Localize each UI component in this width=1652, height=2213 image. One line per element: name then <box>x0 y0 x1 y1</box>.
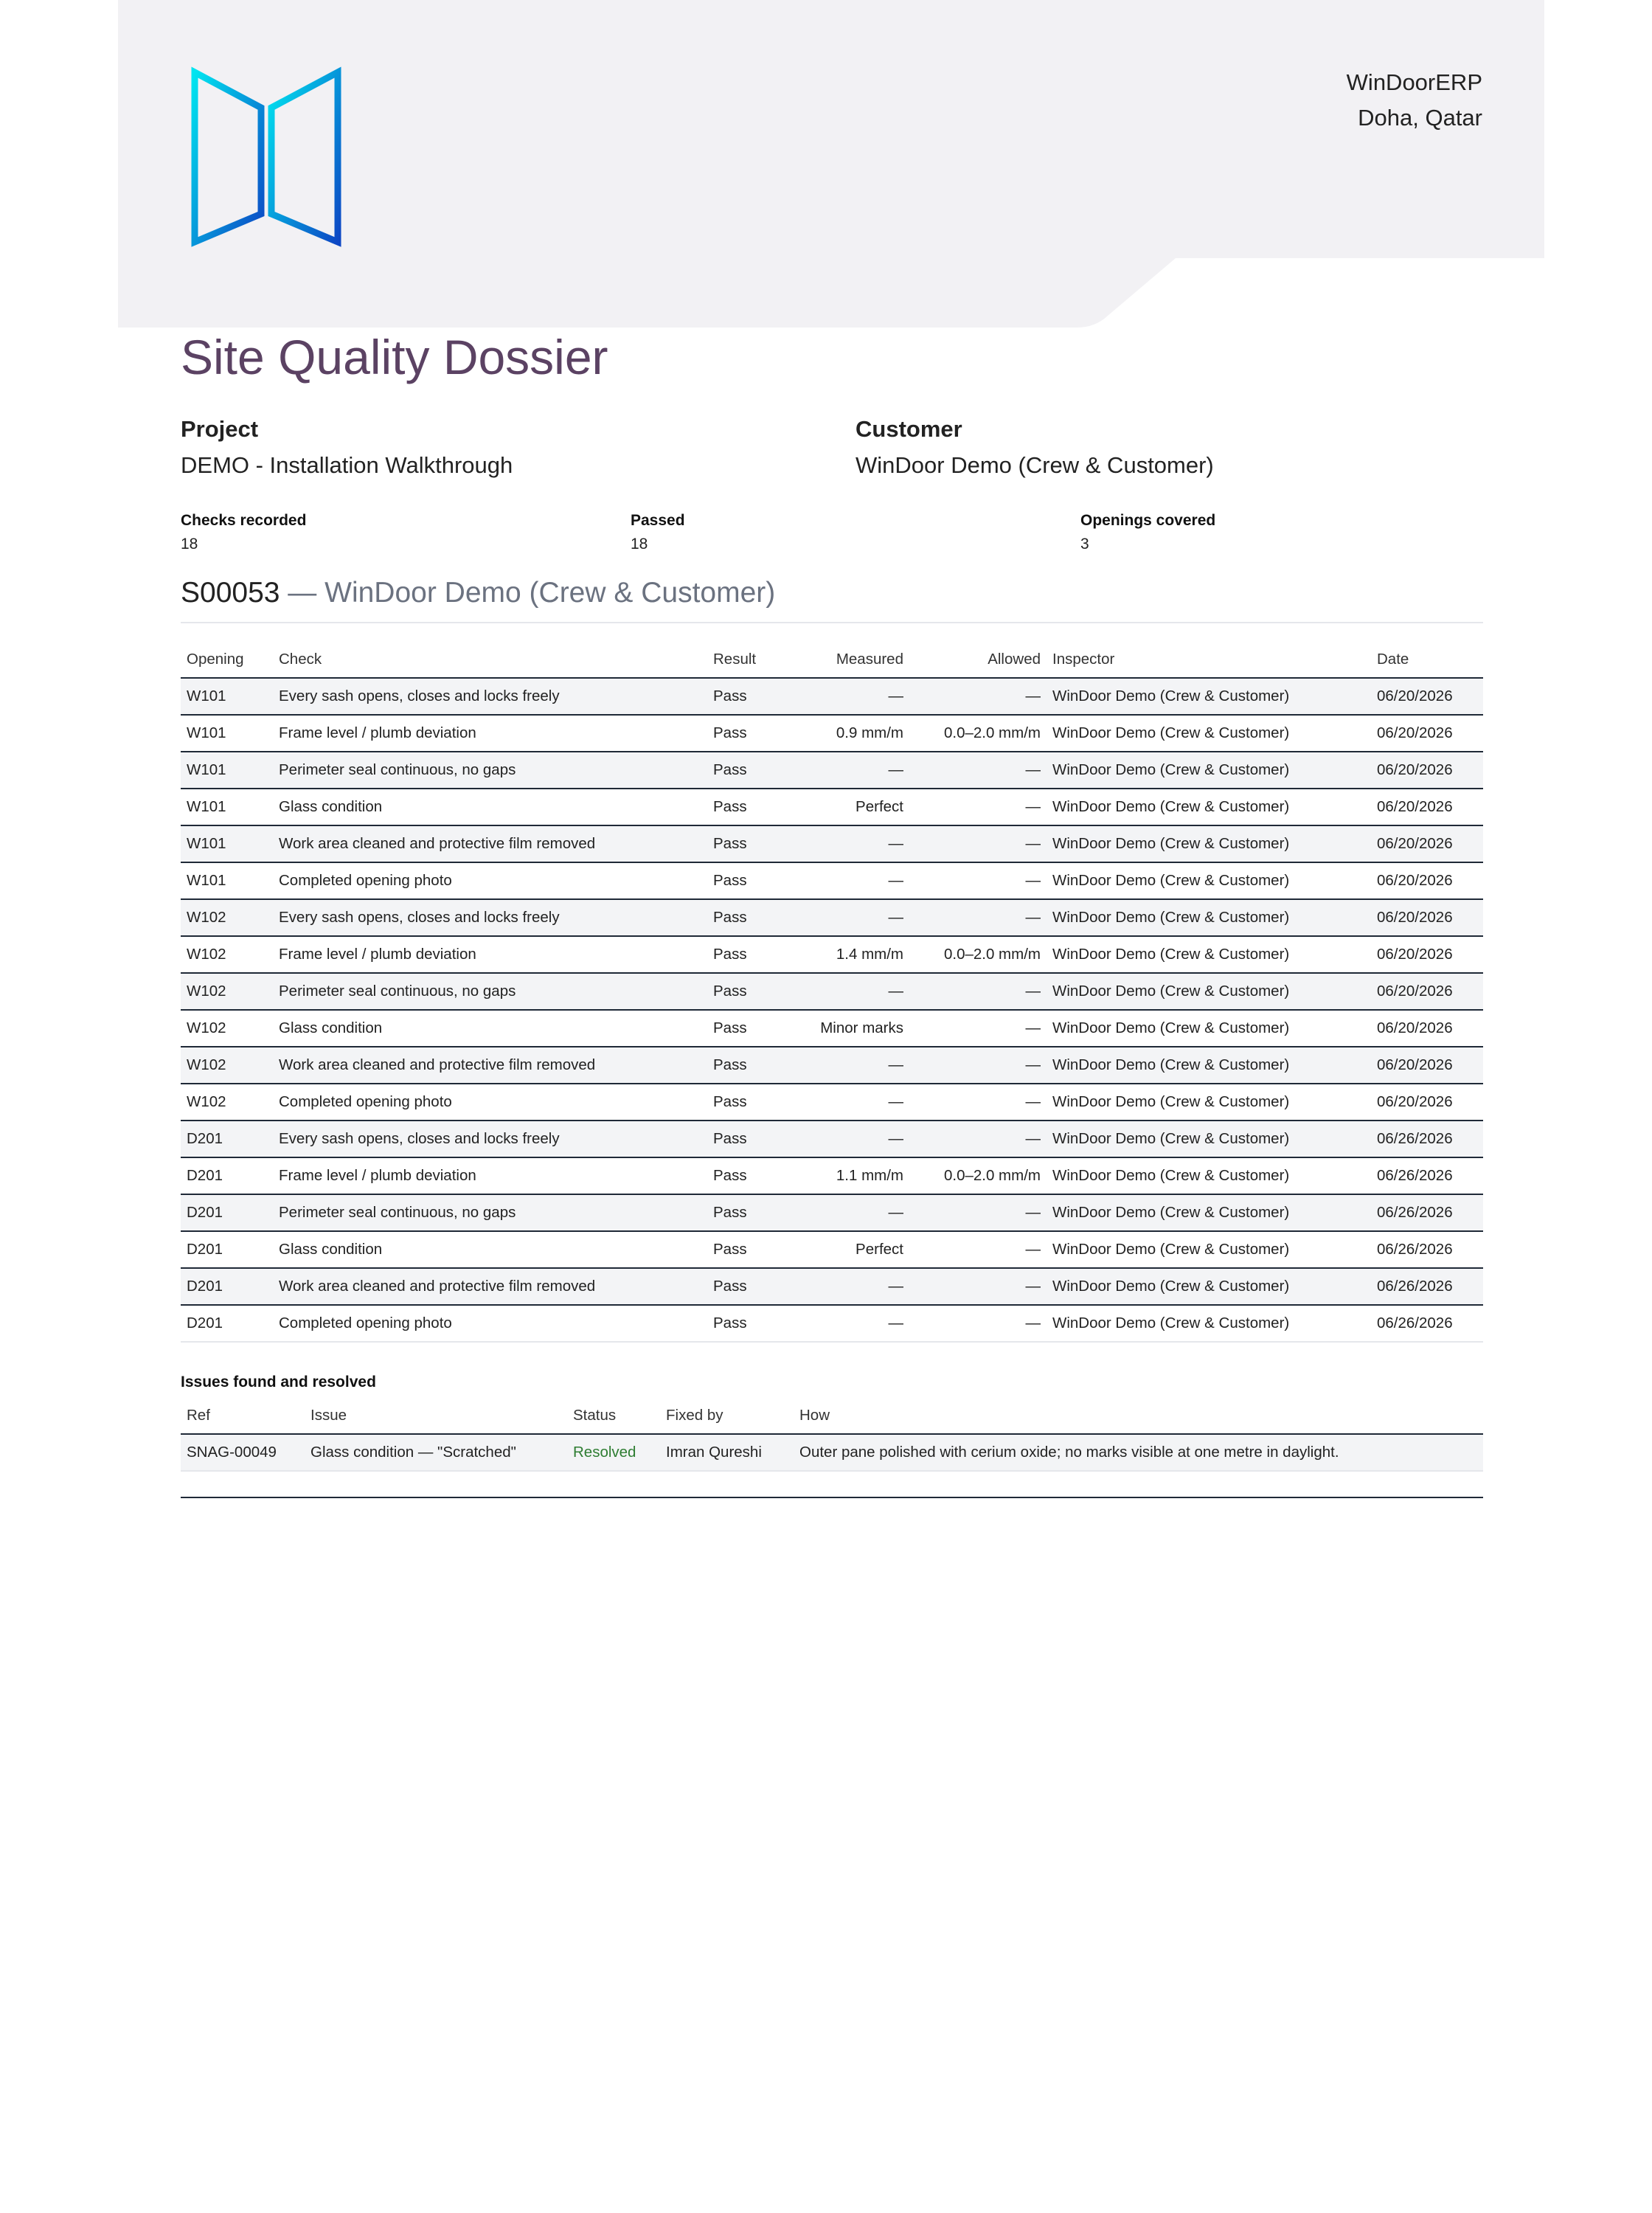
table-row <box>181 715 1483 752</box>
col-allowed: Allowed <box>909 642 1047 678</box>
date-cell: 06/20/2026 <box>1371 789 1483 825</box>
issues-header-row <box>181 1398 1483 1434</box>
allowed-cell: 0.0–2.0 mm/m <box>909 715 1047 752</box>
date-cell: 06/26/2026 <box>1371 1121 1483 1157</box>
checks-header-row <box>181 642 1483 678</box>
result-cell: Pass <box>707 862 788 899</box>
date-cell: 06/20/2026 <box>1371 862 1483 899</box>
table-row <box>181 862 1483 899</box>
result-cell: Pass <box>707 1047 788 1084</box>
opening-cell: D201 <box>181 1268 273 1305</box>
allowed-cell: — <box>909 789 1047 825</box>
project-block <box>181 413 513 485</box>
table-row <box>181 899 1483 936</box>
check-cell: Every sash opens, closes and locks freely <box>273 678 707 715</box>
issues-title: Issues found and resolved <box>181 1374 376 1391</box>
allowed-cell: — <box>909 1268 1047 1305</box>
date-cell: 06/20/2026 <box>1371 752 1483 789</box>
check-cell: Glass condition <box>273 1010 707 1047</box>
check-cell: Completed opening photo <box>273 1305 707 1342</box>
allowed-cell: — <box>909 752 1047 789</box>
date-cell: 06/20/2026 <box>1371 678 1483 715</box>
stat-label: Openings covered <box>1080 512 1216 529</box>
check-cell: Perimeter seal continuous, no gaps <box>273 752 707 789</box>
inspector-cell: WinDoor Demo (Crew & Customer) <box>1047 825 1371 862</box>
col-ref: Ref <box>181 1398 305 1434</box>
opening-cell: D201 <box>181 1121 273 1157</box>
table-row <box>181 1434 1483 1471</box>
result-cell: Pass <box>707 1231 788 1268</box>
project-value: DEMO - Installation Walkthrough <box>181 452 513 478</box>
date-cell: 06/20/2026 <box>1371 715 1483 752</box>
table-row <box>181 789 1483 825</box>
stat-value: 18 <box>181 536 198 553</box>
allowed-cell: — <box>909 1121 1047 1157</box>
col-status: Status <box>567 1398 660 1434</box>
date-cell: 06/26/2026 <box>1371 1194 1483 1231</box>
table-row <box>181 1268 1483 1305</box>
opening-cell: W101 <box>181 715 273 752</box>
date-cell: 06/20/2026 <box>1371 825 1483 862</box>
inspector-cell: WinDoor Demo (Crew & Customer) <box>1047 1010 1371 1047</box>
measured-cell: — <box>788 1194 909 1231</box>
measured-cell: 1.1 mm/m <box>788 1157 909 1194</box>
inspector-cell: WinDoor Demo (Crew & Customer) <box>1047 752 1371 789</box>
col-inspector: Inspector <box>1047 642 1371 678</box>
result-cell: Pass <box>707 1010 788 1047</box>
opening-cell: D201 <box>181 1194 273 1231</box>
opening-cell: W101 <box>181 825 273 862</box>
check-cell: Frame level / plumb deviation <box>273 936 707 973</box>
measured-cell: Perfect <box>788 789 909 825</box>
company-info <box>1347 65 1482 136</box>
table-row <box>181 825 1483 862</box>
customer-value: WinDoor Demo (Crew & Customer) <box>856 452 1214 478</box>
issue-cell: Glass condition — "Scratched" <box>305 1434 567 1471</box>
allowed-cell: — <box>909 678 1047 715</box>
allowed-cell: — <box>909 1231 1047 1268</box>
measured-cell: 0.9 mm/m <box>788 715 909 752</box>
measured-cell: — <box>788 862 909 899</box>
check-cell: Frame level / plumb deviation <box>273 1157 707 1194</box>
customer-label: Customer <box>856 416 962 442</box>
inspector-cell: WinDoor Demo (Crew & Customer) <box>1047 862 1371 899</box>
date-cell: 06/26/2026 <box>1371 1231 1483 1268</box>
opening-cell: W101 <box>181 789 273 825</box>
result-cell: Pass <box>707 1084 788 1121</box>
check-cell: Frame level / plumb deviation <box>273 715 707 752</box>
date-cell: 06/26/2026 <box>1371 1268 1483 1305</box>
inspector-cell: WinDoor Demo (Crew & Customer) <box>1047 1305 1371 1342</box>
issues-table <box>181 1398 1483 1472</box>
table-row <box>181 936 1483 973</box>
stat-openings-covered <box>1080 509 1215 556</box>
fixed-by-cell: Imran Qureshi <box>660 1434 794 1471</box>
result-cell: Pass <box>707 1121 788 1157</box>
measured-cell: — <box>788 973 909 1010</box>
inspector-cell: WinDoor Demo (Crew & Customer) <box>1047 1157 1371 1194</box>
measured-cell: — <box>788 1084 909 1121</box>
opening-cell: W101 <box>181 752 273 789</box>
check-cell: Every sash opens, closes and locks freely <box>273 899 707 936</box>
allowed-cell: — <box>909 899 1047 936</box>
opening-cell: W102 <box>181 1084 273 1121</box>
page-title: Site Quality Dossier <box>181 330 608 384</box>
check-cell: Glass condition <box>273 789 707 825</box>
inspector-cell: WinDoor Demo (Crew & Customer) <box>1047 1268 1371 1305</box>
measured-cell: — <box>788 1121 909 1157</box>
check-cell: Completed opening photo <box>273 862 707 899</box>
inspector-cell: WinDoor Demo (Crew & Customer) <box>1047 1121 1371 1157</box>
table-row <box>181 1047 1483 1084</box>
opening-cell: W102 <box>181 936 273 973</box>
result-cell: Pass <box>707 1305 788 1342</box>
col-measured: Measured <box>788 642 909 678</box>
col-issue: Issue <box>305 1398 567 1434</box>
table-row <box>181 973 1483 1010</box>
col-how: How <box>794 1398 1483 1434</box>
col-fixed-by: Fixed by <box>660 1398 794 1434</box>
col-result: Result <box>707 642 788 678</box>
inspector-cell: WinDoor Demo (Crew & Customer) <box>1047 973 1371 1010</box>
allowed-cell: 0.0–2.0 mm/m <box>909 936 1047 973</box>
opening-cell: W102 <box>181 1010 273 1047</box>
result-cell: Pass <box>707 1268 788 1305</box>
table-row <box>181 1084 1483 1121</box>
result-cell: Pass <box>707 899 788 936</box>
check-cell: Every sash opens, closes and locks freely <box>273 1121 707 1157</box>
stat-value: 18 <box>631 536 648 553</box>
measured-cell: — <box>788 825 909 862</box>
check-cell: Work area cleaned and protective film removed <box>273 825 707 862</box>
order-separator: — <box>280 577 325 609</box>
stat-label: Passed <box>631 512 685 529</box>
inspector-cell: WinDoor Demo (Crew & Customer) <box>1047 1194 1371 1231</box>
inspector-cell: WinDoor Demo (Crew & Customer) <box>1047 936 1371 973</box>
opening-cell: D201 <box>181 1157 273 1194</box>
col-check: Check <box>273 642 707 678</box>
table-row <box>181 1305 1483 1342</box>
allowed-cell: — <box>909 1305 1047 1342</box>
opening-cell: D201 <box>181 1231 273 1268</box>
status-cell: Resolved <box>567 1434 660 1471</box>
allowed-cell: — <box>909 1010 1047 1047</box>
table-row <box>181 1010 1483 1047</box>
date-cell: 06/26/2026 <box>1371 1305 1483 1342</box>
allowed-cell: — <box>909 1047 1047 1084</box>
table-row <box>181 678 1483 715</box>
how-cell: Outer pane polished with cerium oxide; no marks visible at one metre in daylight. <box>794 1434 1483 1471</box>
opening-cell: W102 <box>181 973 273 1010</box>
date-cell: 06/20/2026 <box>1371 936 1483 973</box>
date-cell: 06/20/2026 <box>1371 1084 1483 1121</box>
measured-cell: — <box>788 1305 909 1342</box>
check-cell: Completed opening photo <box>273 1084 707 1121</box>
opening-cell: W101 <box>181 862 273 899</box>
measured-cell: 1.4 mm/m <box>788 936 909 973</box>
customer-block <box>856 413 1214 485</box>
inspector-cell: WinDoor Demo (Crew & Customer) <box>1047 899 1371 936</box>
stat-checks-recorded <box>181 509 306 556</box>
measured-cell: — <box>788 678 909 715</box>
result-cell: Pass <box>707 1157 788 1194</box>
col-date: Date <box>1371 642 1483 678</box>
allowed-cell: — <box>909 862 1047 899</box>
stat-label: Checks recorded <box>181 512 307 529</box>
allowed-cell: — <box>909 825 1047 862</box>
inspector-cell: WinDoor Demo (Crew & Customer) <box>1047 1047 1371 1084</box>
inspector-cell: WinDoor Demo (Crew & Customer) <box>1047 789 1371 825</box>
allowed-cell: — <box>909 1194 1047 1231</box>
inspector-cell: WinDoor Demo (Crew & Customer) <box>1047 678 1371 715</box>
inspector-cell: WinDoor Demo (Crew & Customer) <box>1047 1231 1371 1268</box>
result-cell: Pass <box>707 715 788 752</box>
table-row <box>181 1121 1483 1157</box>
order-heading <box>181 577 775 609</box>
order-customer: WinDoor Demo (Crew & Customer) <box>324 577 776 609</box>
check-cell: Work area cleaned and protective film removed <box>273 1268 707 1305</box>
measured-cell: — <box>788 1268 909 1305</box>
company-location: Doha, Qatar <box>1358 105 1482 131</box>
stat-value: 3 <box>1080 536 1089 553</box>
result-cell: Pass <box>707 752 788 789</box>
order-number: S00053 <box>181 577 280 609</box>
date-cell: 06/20/2026 <box>1371 1047 1483 1084</box>
result-cell: Pass <box>707 789 788 825</box>
allowed-cell: 0.0–2.0 mm/m <box>909 1157 1047 1194</box>
allowed-cell: — <box>909 973 1047 1010</box>
result-cell: Pass <box>707 973 788 1010</box>
inspector-cell: WinDoor Demo (Crew & Customer) <box>1047 1084 1371 1121</box>
opening-cell: W101 <box>181 678 273 715</box>
inspector-cell: WinDoor Demo (Crew & Customer) <box>1047 715 1371 752</box>
checks-table <box>181 642 1483 1343</box>
measured-cell: — <box>788 1047 909 1084</box>
ref-cell: SNAG-00049 <box>181 1434 305 1471</box>
date-cell: 06/20/2026 <box>1371 1010 1483 1047</box>
opening-cell: W102 <box>181 899 273 936</box>
table-row <box>181 1194 1483 1231</box>
order-divider <box>181 622 1483 623</box>
check-cell: Glass condition <box>273 1231 707 1268</box>
result-cell: Pass <box>707 678 788 715</box>
measured-cell: — <box>788 899 909 936</box>
measured-cell: — <box>788 752 909 789</box>
date-cell: 06/20/2026 <box>1371 973 1483 1010</box>
date-cell: 06/20/2026 <box>1371 899 1483 936</box>
bottom-divider <box>181 1497 1483 1498</box>
table-row <box>181 1231 1483 1268</box>
check-cell: Work area cleaned and protective film removed <box>273 1047 707 1084</box>
opening-cell: W102 <box>181 1047 273 1084</box>
check-cell: Perimeter seal continuous, no gaps <box>273 1194 707 1231</box>
measured-cell: Minor marks <box>788 1010 909 1047</box>
result-cell: Pass <box>707 936 788 973</box>
date-cell: 06/26/2026 <box>1371 1157 1483 1194</box>
project-label: Project <box>181 416 259 442</box>
check-cell: Perimeter seal continuous, no gaps <box>273 973 707 1010</box>
company-name: WinDoorERP <box>1346 69 1482 95</box>
result-cell: Pass <box>707 825 788 862</box>
measured-cell: Perfect <box>788 1231 909 1268</box>
table-row <box>181 752 1483 789</box>
col-opening: Opening <box>181 642 273 678</box>
stat-passed <box>631 509 685 556</box>
table-row <box>181 1157 1483 1194</box>
result-cell: Pass <box>707 1194 788 1231</box>
window-door-logo-icon <box>189 65 344 248</box>
allowed-cell: — <box>909 1084 1047 1121</box>
opening-cell: D201 <box>181 1305 273 1342</box>
